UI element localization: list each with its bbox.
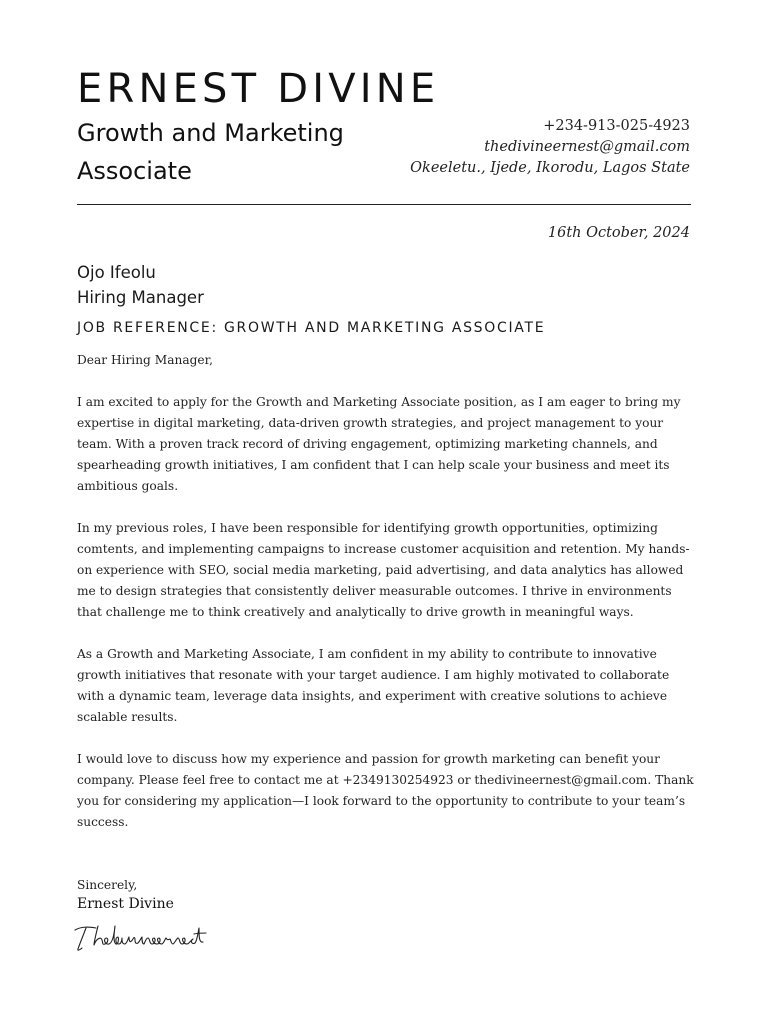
- job-reference: JOB REFERENCE: GROWTH AND MARKETING ASSOCIATE: [77, 320, 546, 336]
- signature-icon: [72, 918, 252, 954]
- closing: Sincerely,: [77, 878, 138, 892]
- contact-email: thedivineernest@gmail.com: [484, 139, 690, 155]
- applicant-name: ERNEST DIVINE: [77, 66, 440, 112]
- body-paragraph-2: In my previous roles, I have been responsible for identifying growth opportunities, optimizing comtents, and implementing campaigns to increase customer acquisition and retention. My hands-on experience with SEO, social media marketing, paid advertising, and data analytics has allowed me to design strategies that consistently deliver measurable outcomes. I thrive in environments that challenge me to think creatively and analytically to drive growth in meaningful ways.: [77, 521, 690, 619]
- header-divider: [77, 204, 691, 205]
- letter-date: 16th October, 2024: [547, 225, 690, 241]
- salutation: Dear Hiring Manager,: [77, 353, 213, 367]
- body-paragraph-4: I would love to discuss how my experience and passion for growth marketing can benefit your company. Please feel free to contact me at +2349130254923 or thedivineernest@gmail.com. Thank you for considering my application—I look forward to the opportunity to contribute to your team’s success.: [77, 752, 694, 829]
- signer-name: Ernest Divine: [77, 896, 174, 912]
- body-paragraph-3: As a Growth and Marketing Associate, I am confident in my ability to contribute to innovative growth initiatives that resonate with your target audience. I am highly motivated to collaborate with a dynamic team, leverage data insights, and experiment with creative solutions to achieve scalable results.: [77, 647, 670, 724]
- applicant-role: [77, 114, 407, 190]
- recipient-block: [77, 260, 204, 310]
- contact-address: Okeeletu., Ijede, Ikorodu, Lagos State: [410, 160, 690, 176]
- role-line-1: Growth and Marketing: [77, 119, 344, 147]
- recipient-name: Ojo Ifeolu: [77, 263, 156, 282]
- contact-block: [410, 116, 690, 179]
- role-line-2: Associate: [77, 157, 192, 185]
- letter-body: [77, 350, 697, 854]
- contact-phone: +234-913-025-4923: [543, 118, 690, 134]
- body-paragraph-1: I am excited to apply for the Growth and Marketing Associate position, as I am eager to bring my expertise in digital marketing, data-driven growth strategies, and project management to your team. With a proven track record of driving engagement, optimizing marketing channels, and spearheading growth initiatives, I am confident that I can help scale your business and meet its ambitious goals.: [77, 395, 681, 493]
- recipient-title: Hiring Manager: [77, 288, 204, 307]
